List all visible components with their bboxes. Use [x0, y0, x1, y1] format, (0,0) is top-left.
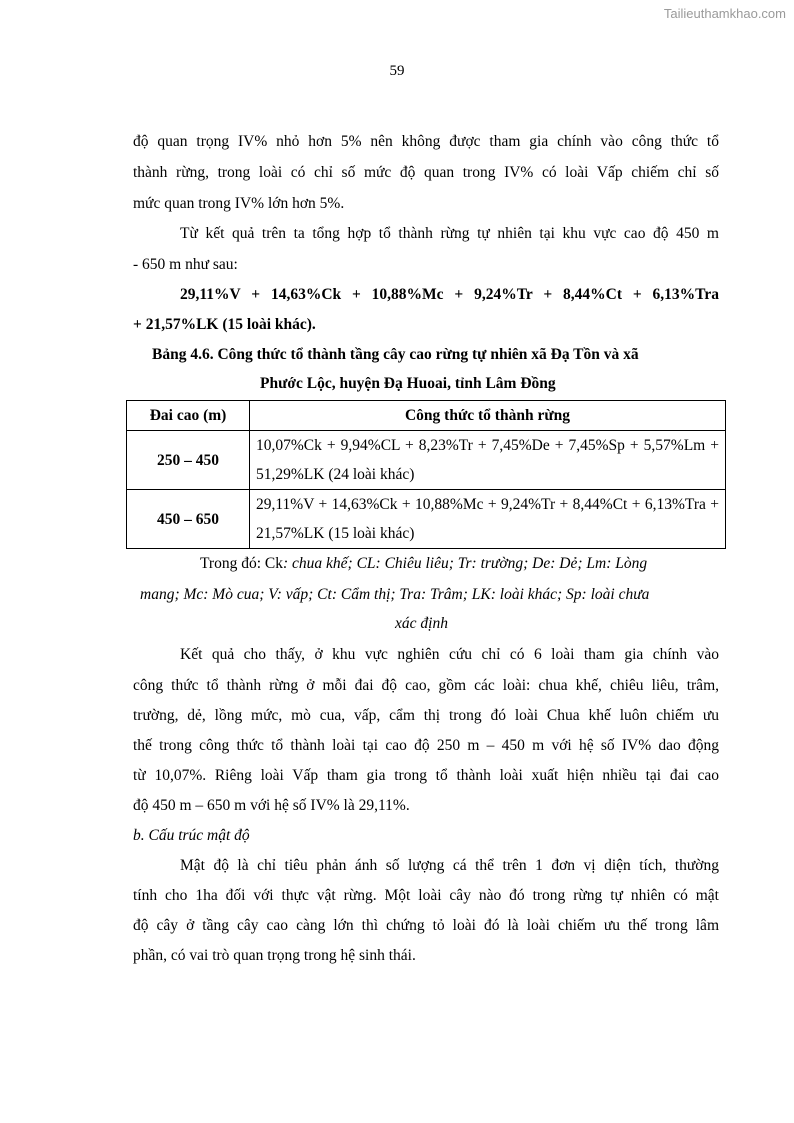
paragraph-line: từ 10,07%. Riêng loài Vấp tham gia trong tổ thành loài xuất hiện nhiều tại đai cao — [133, 767, 719, 784]
paragraph-line: Từ kết quả trên ta tổng hợp tổ thành rừng tự nhiên tại khu vực cao độ 450 m — [180, 225, 719, 242]
table-row — [127, 490, 726, 549]
zone-cell: 250 – 450 — [127, 431, 250, 490]
paragraph-line: độ 450 m – 650 m với hệ số IV% là 29,11%. — [133, 797, 410, 814]
section-heading: b. Cấu trúc mật độ — [133, 827, 250, 844]
paragraph-line: phần, có vai trò quan trọng trong hệ sinh thái. — [133, 947, 416, 964]
table-header-cell: Đai cao (m) — [127, 401, 250, 431]
zone-cell: 450 – 650 — [127, 490, 250, 549]
legend-line: mang; Mc: Mò cua; V: vấp; Ct: Cẩm thị; Tra: Trâm; LK: loài khác; Sp: loài chưa — [140, 586, 650, 603]
legend-line — [200, 554, 720, 574]
paragraph-line: độ cây ở tầng cây cao càng lớn thì chứng tỏ loài đó là loài chiếm ưu thế trong lâm — [133, 917, 719, 934]
paragraph-line: Mật độ là chỉ tiêu phản ánh số lượng cá thể trên 1 đơn vị diện tích, thường — [180, 857, 719, 874]
table-row — [127, 431, 726, 490]
paragraph-line: Kết quả cho thấy, ở khu vực nghiên cứu chỉ có 6 loài tham gia chính vào — [180, 646, 719, 663]
paragraph-line: thành rừng, trong loài có chỉ số mức độ quan trong IV% có loài Vấp chiếm chỉ số — [133, 164, 719, 181]
paragraph-line: tính cho 1ha đối với thực vật rừng. Một loài cây nào đó trong rừng tự nhiên có mật — [133, 887, 719, 904]
formula-cell: 10,07%Ck + 9,94%CL + 8,23%Tr + 7,45%De + 7,45%Sp + 5,57%Lm + 51,29%LK (24 loài khác) — [250, 431, 726, 490]
page-number: 59 — [389, 63, 405, 79]
formula-line: + 21,57%LK (15 loài khác). — [133, 316, 316, 333]
formula-line: 29,11%V + 14,63%Ck + 10,88%Mc + 9,24%Tr + 8,44%Ct + 6,13%Tra — [180, 286, 719, 303]
formula-cell: 29,11%V + 14,63%Ck + 10,88%Mc + 9,24%Tr + 8,44%Ct + 6,13%Tra + 21,57%LK (15 loài khác) — [250, 490, 726, 549]
paragraph-line: - 650 m như sau: — [133, 256, 238, 273]
formula-table — [126, 400, 726, 549]
paragraph-line: trường, dẻ, lồng mức, mò cua, vấp, cẩm thị trong đó loài Chua khế luôn chiếm ưu — [133, 707, 719, 724]
paragraph-line: độ quan trọng IV% nhỏ hơn 5% nên không được tham gia chính vào công thức tổ — [133, 133, 719, 150]
legend-line: xác định — [395, 615, 448, 632]
table-caption: Phước Lộc, huyện Đạ Huoai, tỉnh Lâm Đồng — [260, 375, 556, 392]
table-header-cell: Công thức tổ thành rừng — [250, 401, 726, 431]
watermark: Tailieuthamkhao.com — [663, 6, 786, 21]
legend-prefix: Trong đó: Ck — [200, 555, 283, 572]
paragraph-line: mức quan trong IV% lớn hơn 5%. — [133, 195, 345, 212]
table-caption: Bảng 4.6. Công thức tổ thành tầng cây cao rừng tự nhiên xã Đạ Tồn và xã — [152, 346, 639, 363]
paragraph-line: thế trong công thức tổ thành loài tại cao độ 250 m – 450 m với hệ số IV% dao động — [133, 737, 719, 754]
legend-text: : chua khế; CL: Chiêu liêu; Tr: trường; De: Dẻ; Lm: Lòng — [282, 555, 648, 572]
table-header-row — [127, 401, 726, 431]
paragraph-line: công thức tổ thành rừng ở mỗi đai độ cao, gồm các loài: chua khế, chiêu liêu, trâm, — [133, 677, 719, 694]
